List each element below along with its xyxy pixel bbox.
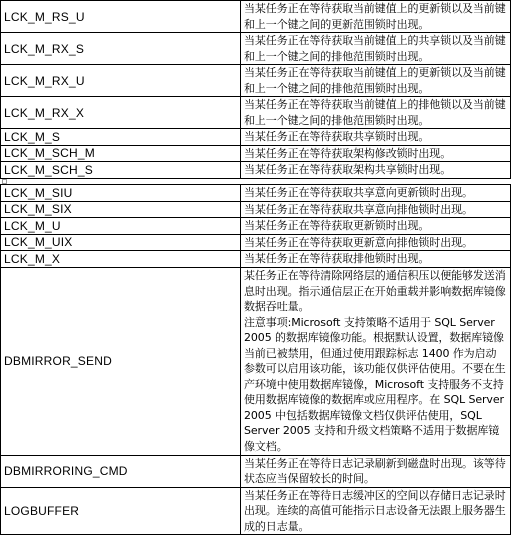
wait-type-name: LOGBUFFER [1,487,241,535]
wait-type-name: DBMIRROR_SEND [1,267,241,455]
wait-type-description: 当某任务正在等待获取共享意向更新锁时出现。 [241,185,511,202]
table-row [1,1,511,33]
wait-type-description: 当某任务正在等待获取架构共享锁时出现。 [241,162,511,179]
wait-type-name: LCK_M_SCH_M [1,145,241,162]
wait-type-description: 当某任务正在等待日志记录刷新到磁盘时出现。该等待状态应当保留较长的时间。 [241,455,511,487]
wait-type-name: LCK_M_S [1,129,241,146]
table-row [1,145,511,162]
wait-type-description: 当某任务正在等待获取共享锁时出现。 [241,129,511,146]
wait-type-description: 当某任务正在等待获取当前键值上的共享锁以及当前键和上一个键之间的排他范围锁时出现。 [241,33,511,65]
wait-type-description: 当某任务正在等待获取当前键值上的排他锁以及当前键和上一个键之间的排他范围锁时出现。 [241,97,511,129]
table-row [1,201,511,218]
wait-type-name: DBMIRRORING_CMD [1,455,241,487]
page-break-gap [0,176,511,184]
wait-type-name: LCK_M_X [1,251,241,268]
table-row [1,185,511,202]
wait-type-name: LCK_M_SCH_S [1,162,241,179]
wait-type-description: 当某任务正在等待获取共享意向排他锁时出现。 [241,201,511,218]
wait-type-description [241,267,511,455]
description-paragraph: 某任务正在等待清除网络层的通信积压以便能够发送消息时出现。指示通信层正在开始重载并影响数据库镜像数据吞吐量。 [244,269,506,313]
wait-type-name: LCK_M_RX_U [1,65,241,97]
description-note: 注意事项:Microsoft 支持策略不适用于 SQL Server 2005 的数据库镜像功能。根据默认设置，数据库镜像当前已被禁用，但通过使用跟踪标志 1400 作为启动参数可以启用该功能，该功能仅供评估使用。不要在生产环境中使用数据库镜像，Microsoft 支持服务不支持使用数据库镜像的数据库或应用程序。在 SQL Server 2005 中包括数据库镜像文档仅供评估使用，SQL Server 2005 支持和升级文档策略不适用于数据库镜像文档。 [244,315,506,453]
wait-type-name: LCK_M_RS_U [1,1,241,33]
wait-type-name: LCK_M_RX_S [1,33,241,65]
wait-type-description: 当某任务正在等待获取架构修改锁时出现。 [241,145,511,162]
table-row [1,65,511,97]
table-row [1,267,511,455]
table-row [1,487,511,535]
table-row [1,129,511,146]
table-row [1,234,511,251]
table-row [1,218,511,235]
wait-type-description: 当某任务正在等待获取当前键值上的更新锁以及当前键和上一个键之间的更新范围锁时出现。 [241,1,511,33]
table-row [1,251,511,268]
wait-type-name: LCK_M_UIX [1,234,241,251]
wait-type-description: 当某任务正在等待获取排他锁时出现。 [241,251,511,268]
wait-type-name: LCK_M_RX_X [1,97,241,129]
wait-type-name: LCK_M_SIU [1,185,241,202]
wait-types-table-bottom [0,184,511,535]
wait-type-description: 当某任务正在等待日志缓冲区的空间以存储日志记录时出现。连续的高值可能指示日志设备无法跟上服务器生成的日志量。 [241,487,511,535]
table-row [1,97,511,129]
table-row [1,33,511,65]
wait-type-description: 当某任务正在等待获取更新锁时出现。 [241,218,511,235]
wait-types-table-top [0,0,511,179]
wait-type-description: 当某任务正在等待获取更新意向排他锁时出现。 [241,234,511,251]
wait-type-name: LCK_M_SIX [1,201,241,218]
table-row [1,455,511,487]
wait-type-description: 当某任务正在等待获取当前键值上的更新锁以及当前键和上一个键之间的排他范围锁时出现。 [241,65,511,97]
wait-type-name: LCK_M_U [1,218,241,235]
